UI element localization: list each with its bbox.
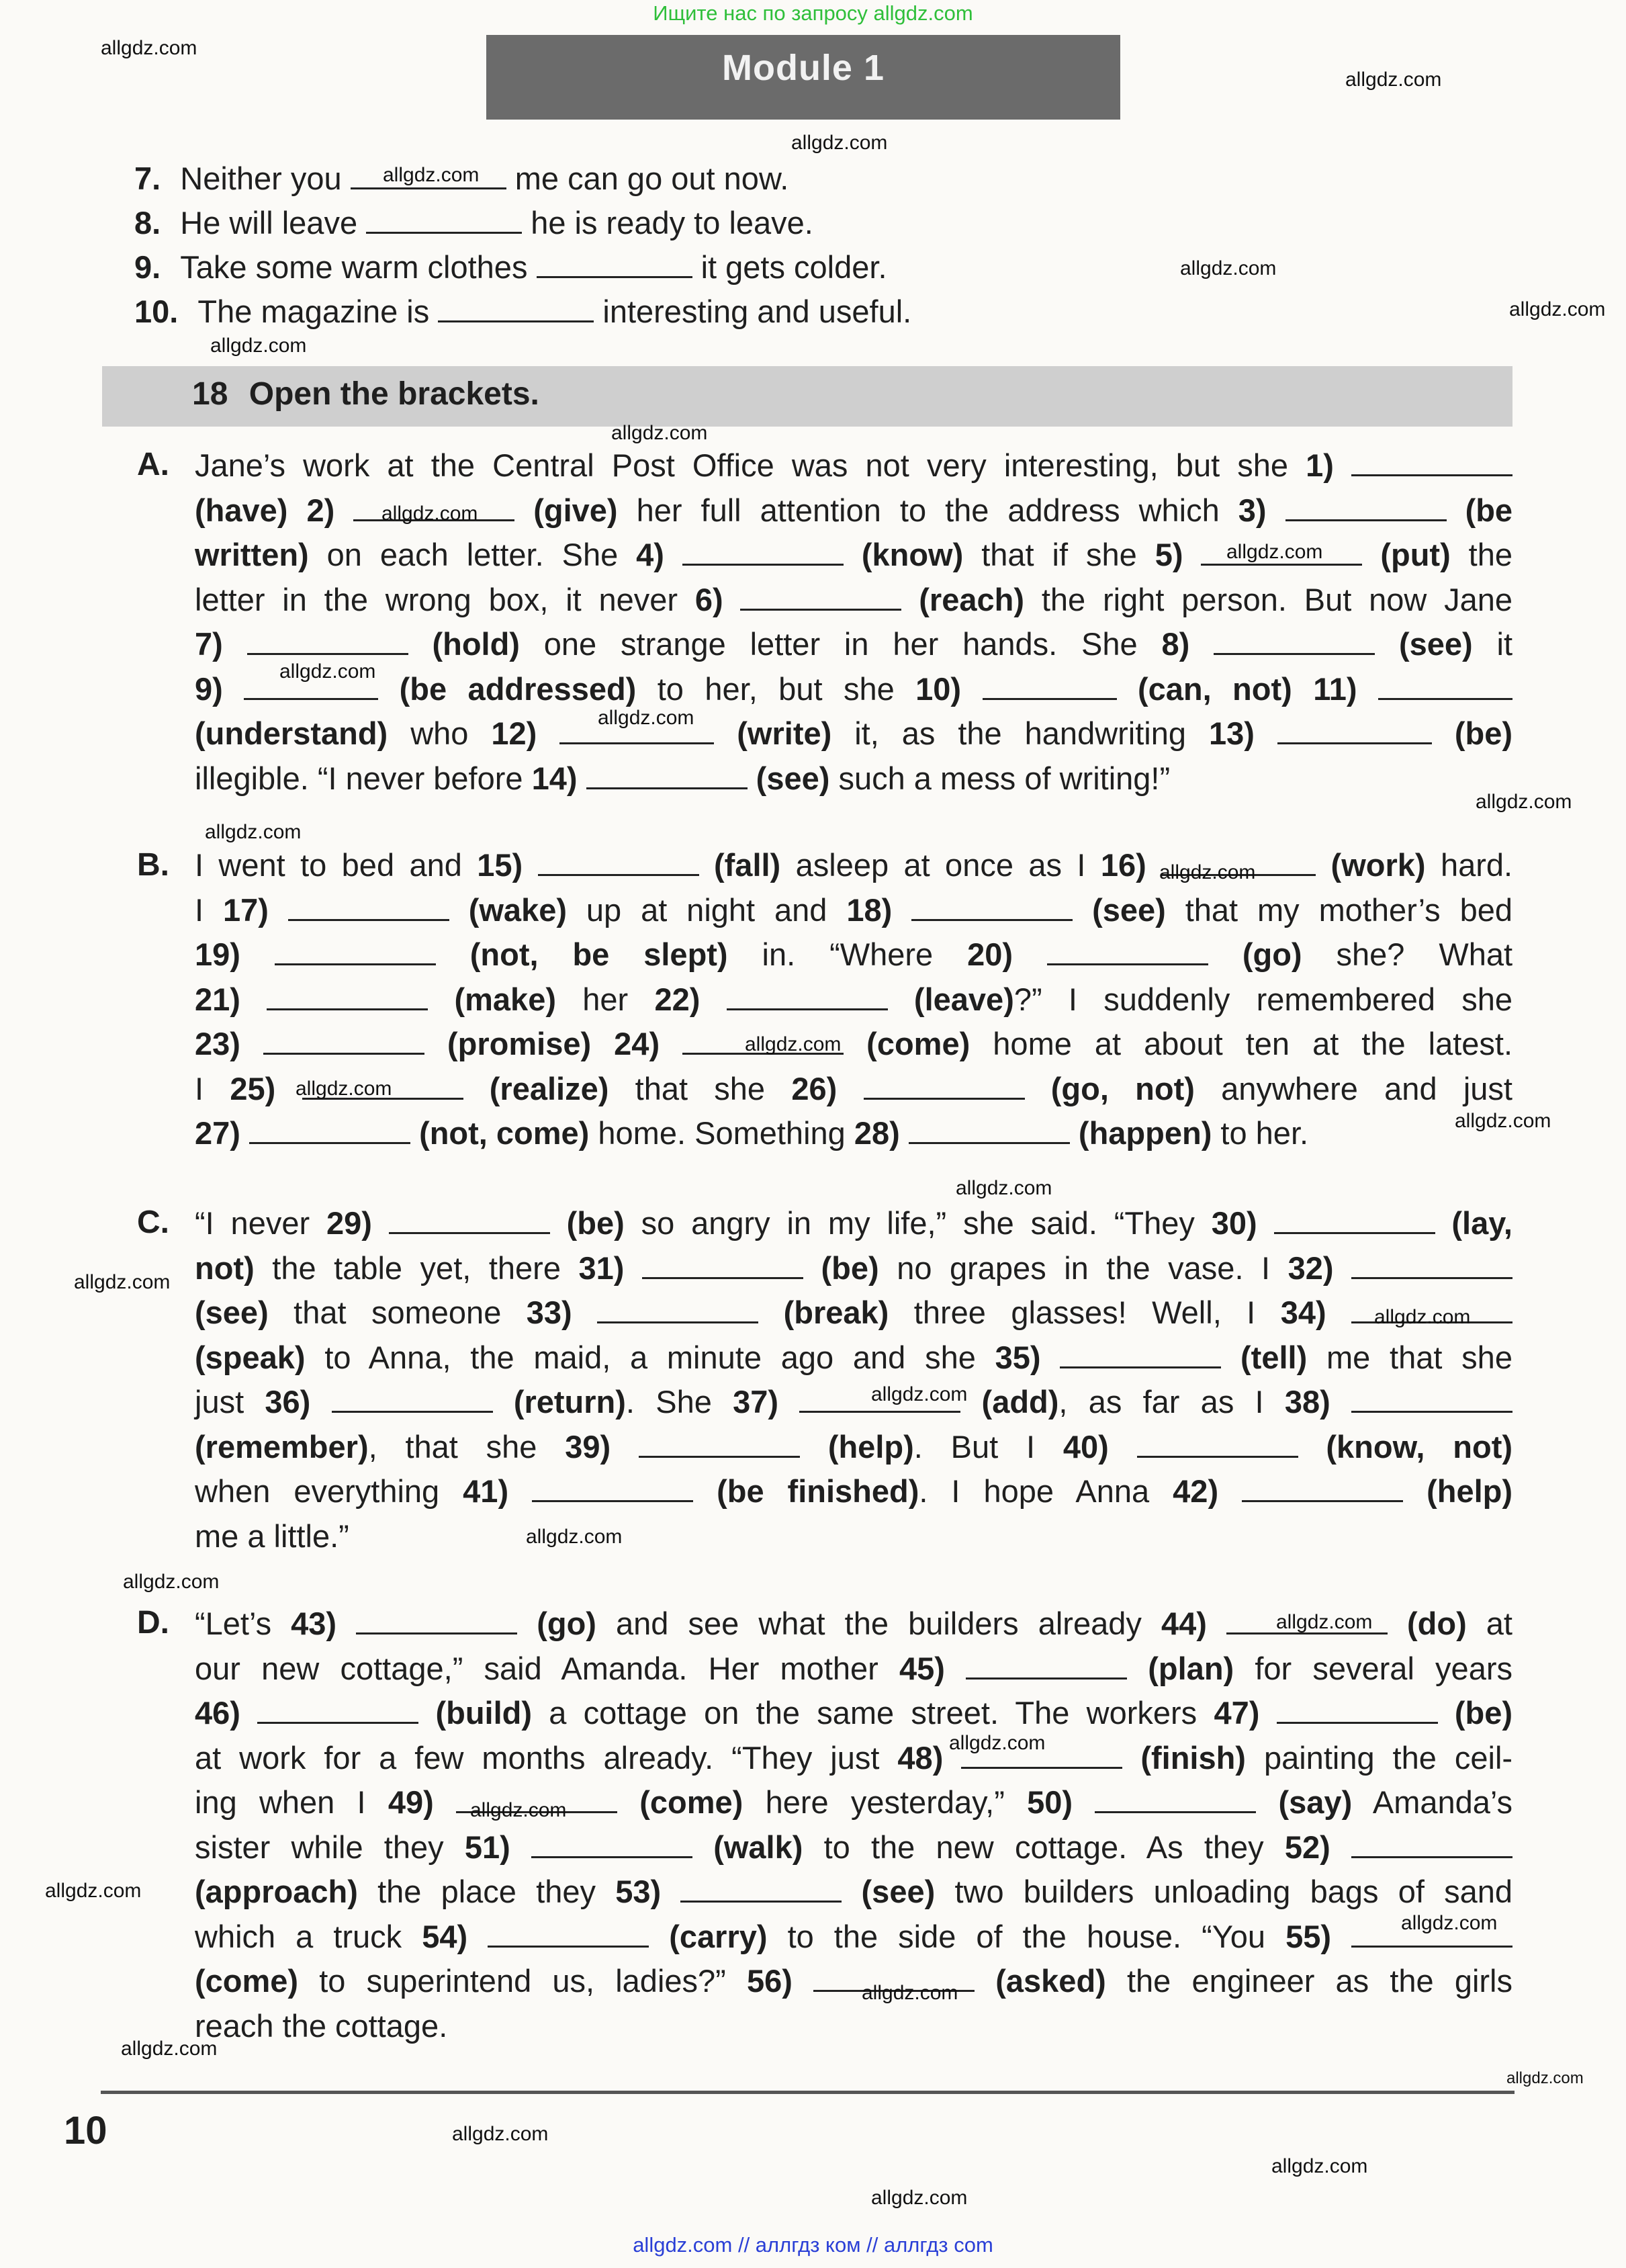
watermark: allgdz.com	[101, 37, 197, 59]
answer-blank-42[interactable]	[1242, 1476, 1403, 1502]
answer-blank-46[interactable]	[257, 1698, 418, 1724]
watermark: allgdz.com	[1506, 2069, 1584, 2087]
answer-blank-36[interactable]	[332, 1387, 493, 1413]
exercise-number: 18	[192, 376, 228, 412]
section-c-paragraph: “I never 29) (be) so angry in my life,” she said. “They 30) (lay, not) the table yet, there 31) (be) no grapes in the vase. I 32) (see) that someone 33) (break) three glasses! Well, I 34) (speak) to Anna, the maid, a minute ago and she 35) (tell) me that she just 36) (return). She 37) (add), as far as I 38) (remember), that she 39) (help). But I 40) (know, not) when everything 41) (be finished). I hope Anna 42) (help) me a little.”	[195, 1205, 1512, 1554]
answer-blank-35[interactable]	[1060, 1342, 1221, 1368]
watermark: allgdz.com	[598, 707, 694, 729]
watermark: allgdz.com	[745, 1033, 842, 1055]
watermark: allgdz.com	[1159, 861, 1256, 883]
watermark: allgdz.com	[452, 2123, 549, 2145]
answer-blank-30[interactable]	[1274, 1208, 1435, 1234]
watermark: allgdz.com	[45, 1880, 142, 1902]
exercise-header	[102, 366, 1512, 427]
answer-blank-4[interactable]	[682, 539, 844, 566]
exercise-title: Open the brackets.	[249, 376, 539, 412]
answer-blank-29[interactable]	[389, 1208, 550, 1234]
answer-blank-40[interactable]	[1137, 1432, 1298, 1458]
top-item-10: 10. The magazine is interesting and useful.	[134, 294, 912, 329]
watermark: allgdz.com	[1271, 2155, 1368, 2177]
answer-blank-43[interactable]	[356, 1608, 517, 1634]
watermark: allgdz.com	[381, 503, 478, 525]
watermark: allgdz.com	[791, 132, 888, 154]
watermark: allgdz.com	[1476, 791, 1572, 813]
answer-blank-50[interactable]	[1095, 1787, 1256, 1813]
watermark: allgdz.com	[383, 164, 480, 186]
section-letter-a: A.	[137, 447, 169, 482]
watermark: allgdz.com	[611, 422, 708, 444]
watermark: allgdz.com	[74, 1271, 171, 1293]
answer-blank-19[interactable]	[275, 939, 436, 965]
answer-blank-31[interactable]	[642, 1253, 803, 1279]
top-banner[interactable]: Ищите нас по запросу allgdz.com	[653, 1, 973, 25]
answer-blank-6[interactable]	[740, 584, 901, 611]
answer-blank[interactable]	[438, 296, 594, 322]
answer-blank-54[interactable]	[488, 1921, 649, 1948]
answer-blank-53[interactable]	[680, 1876, 842, 1903]
watermark: allgdz.com	[1180, 257, 1277, 279]
watermark: allgdz.com	[210, 335, 307, 357]
watermark: allgdz.com	[871, 1383, 968, 1405]
section-b-paragraph: I went to bed and 15) (fall) asleep at once as I 16) (work) hard. I 17) (wake) up at night and 18) (see) that my mother’s bed 19) (not, be slept) in. “Where 20) (go) she? What 21) (make) her 22) (leave)?” I suddenly remembered she 23) (promise) 24) (come) home at about ten at the latest. I 25) (realize) that she 26) (go, not) anywhere and just 27) (not, come) home. Something 28) (happen) to her.	[195, 847, 1513, 1151]
answer-blank-8[interactable]	[1214, 629, 1375, 655]
bottom-banner[interactable]: allgdz.com // аллгдз ком // аллгдз com	[633, 2233, 993, 2257]
answer-blank-22[interactable]	[727, 984, 888, 1010]
section-a-paragraph: Jane’s work at the Central Post Office was not very interesting, but she 1) (have) 2) (give) her full attention to the address which 3) (be written) on each letter. She 4) (know) that if she 5) (put) the letter in the wrong box, it never 6) (reach) the right person. But now Jane 7) (hold) one strange letter in her hands. She 8) (see) it 9) (be addressed) to her, but she 10) (can, not) 11) (understand) who 12) (write) it, as the handwriting 13) (be) illegible. “I never before 14) (see) such a mess of writing!”	[195, 447, 1513, 796]
answer-blank-52[interactable]	[1351, 1832, 1512, 1858]
answer-blank-47[interactable]	[1277, 1698, 1438, 1724]
watermark: allgdz.com	[1226, 541, 1323, 563]
answer-blank-23[interactable]	[263, 1029, 424, 1055]
watermark: allgdz.com	[1345, 69, 1442, 91]
answer-blank-14[interactable]	[586, 763, 748, 789]
section-letter-b: B.	[137, 847, 169, 883]
answer-blank-10[interactable]	[983, 674, 1117, 700]
section-letter-c: C.	[137, 1205, 169, 1240]
section-letter-d: D.	[137, 1605, 169, 1641]
section-d-paragraph: “Let’s 43) (go) and see what the builders already 44) (do) at our new cottage,” said Amanda. Her mother 45) (plan) for several years 46) (build) a cottage on the same street. The workers 47) (be) at work for a few months already. “They just 48) (finish) painting the ceil- ing when I 49) (come) here yesterday,” 50) (say) Amanda’s sister while they 51) (walk) to the new cottage. As they 52) (approach) the place they 53) (see) two builders unloading bags of sand which a truck 54) (carry) to the side of the house. “You 55) (come) to superintend us, ladies?” 56) (asked) the engineer as the girls reach the cottage.	[195, 1606, 1513, 2044]
answer-blank-1[interactable]	[1351, 450, 1512, 476]
answer-blank-21[interactable]	[267, 984, 428, 1010]
module-title: Module 1	[721, 48, 885, 88]
answer-blank-15[interactable]	[538, 850, 699, 876]
watermark: allgdz.com	[1455, 1110, 1551, 1132]
answer-blank-41[interactable]	[532, 1476, 693, 1502]
answer-blank-32[interactable]	[1351, 1253, 1512, 1279]
watermark: allgdz.com	[279, 660, 376, 683]
answer-blank[interactable]	[366, 208, 522, 234]
watermark: allgdz.com	[526, 1526, 623, 1548]
answer-blank-28[interactable]	[909, 1118, 1070, 1144]
answer-blank-20[interactable]	[1047, 939, 1208, 965]
watermark: allgdz.com	[1374, 1306, 1471, 1328]
top-item-9: 9. Take some warm clothes it gets colder.	[134, 249, 887, 285]
answer-blank-27[interactable]	[249, 1118, 410, 1144]
answer-blank-13[interactable]	[1277, 718, 1432, 744]
answer-blank-45[interactable]	[966, 1653, 1127, 1680]
footer-rule	[101, 2091, 1515, 2094]
top-item-8: 8. He will leave he is ready to leave.	[134, 205, 813, 241]
watermark: allgdz.com	[956, 1177, 1052, 1199]
answer-blank-7[interactable]	[247, 629, 408, 655]
watermark: allgdz.com	[123, 1571, 220, 1593]
watermark: allgdz.com	[871, 2187, 968, 2209]
page-number: 10	[64, 2109, 107, 2152]
answer-blank-26[interactable]	[864, 1074, 1025, 1100]
watermark: allgdz.com	[1401, 1912, 1498, 1934]
module-header	[486, 35, 1120, 120]
watermark: allgdz.com	[949, 1732, 1046, 1754]
answer-blank-38[interactable]	[1351, 1387, 1512, 1413]
watermark: allgdz.com	[1509, 298, 1606, 320]
answer-blank-3[interactable]	[1285, 495, 1447, 521]
answer-blank-33[interactable]	[597, 1297, 758, 1323]
answer-blank[interactable]	[537, 252, 692, 278]
watermark: allgdz.com	[862, 1982, 958, 2004]
answer-blank-17[interactable]	[288, 895, 449, 921]
watermark: allgdz.com	[470, 1799, 567, 1821]
watermark: allgdz.com	[121, 2038, 218, 2060]
watermark: allgdz.com	[205, 821, 302, 843]
answer-blank-39[interactable]	[639, 1432, 800, 1458]
top-item-7: 7. Neither you me can go out now.	[134, 161, 789, 196]
watermark: allgdz.com	[296, 1078, 392, 1100]
watermark: allgdz.com	[1276, 1611, 1373, 1633]
answer-blank-11[interactable]	[1378, 674, 1512, 700]
answer-blank-18[interactable]	[911, 895, 1073, 921]
answer-blank-51[interactable]	[531, 1832, 692, 1858]
